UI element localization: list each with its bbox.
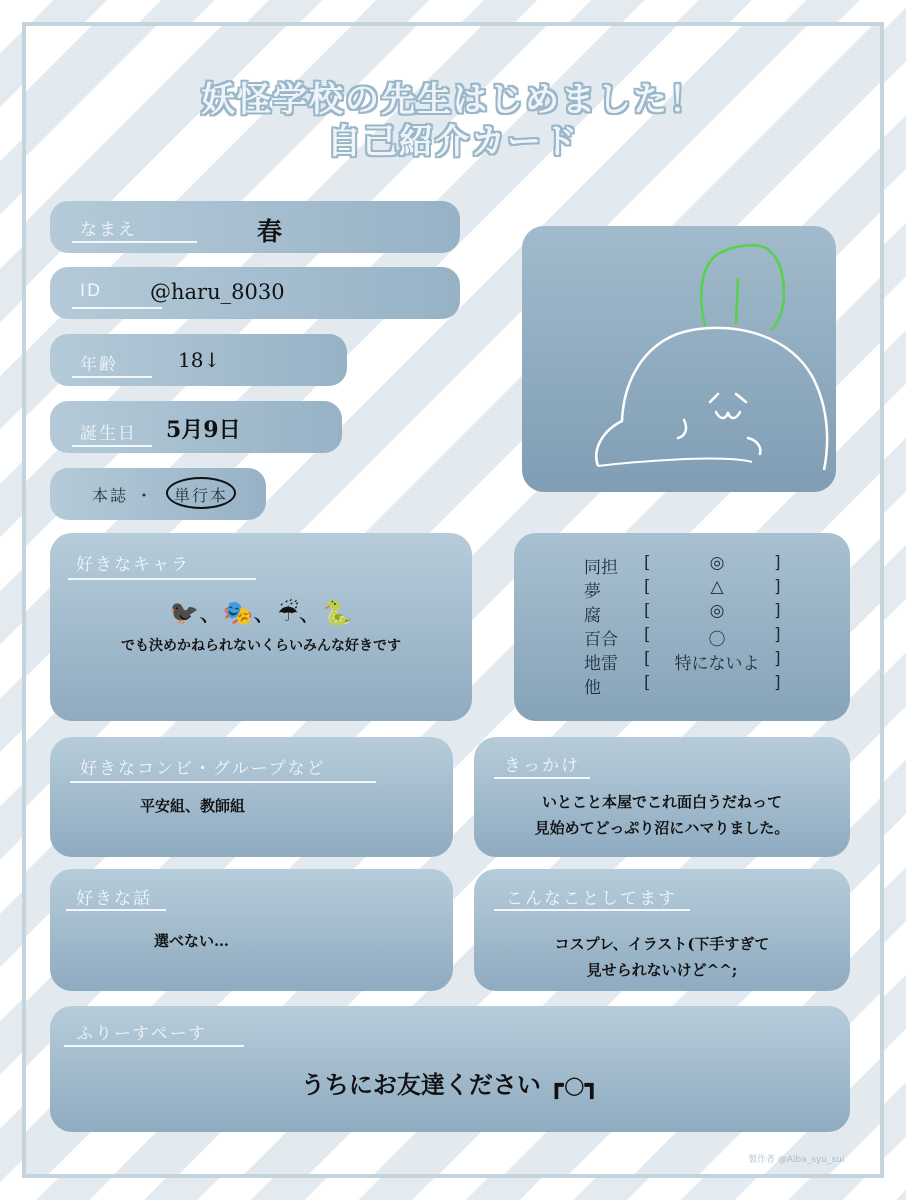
- favorite-characters-underline: [68, 578, 256, 580]
- format-selected-circle: [166, 477, 236, 509]
- combi-underline: [70, 781, 376, 783]
- name-underline: [72, 241, 197, 243]
- trigger-label: きっかけ: [504, 756, 580, 776]
- name-pill: [50, 201, 460, 253]
- picture-box: [522, 226, 836, 492]
- free-space-box: [50, 1006, 850, 1132]
- preference-value: 特にないよ: [674, 654, 760, 674]
- preference-label: 地雷: [584, 654, 618, 674]
- format-option-2: 単行本: [174, 486, 229, 505]
- age-label: 年齢: [80, 355, 118, 375]
- radish-creature-drawing: [522, 226, 836, 492]
- id-pill: [50, 267, 460, 319]
- activities-line-1: コスプレ、イラスト(下手すぎて: [554, 935, 770, 953]
- preference-row: [514, 647, 850, 674]
- activities-line-2: 見せられないけど^^;: [586, 961, 738, 979]
- preference-label: 同担: [584, 558, 618, 578]
- preference-row: [514, 575, 850, 602]
- credit: 製作者 @Aiba_syu_sui: [748, 1155, 845, 1165]
- age-underline: [72, 376, 152, 378]
- format-option-1: 本誌: [92, 486, 129, 505]
- preference-row: [514, 671, 850, 698]
- eye-left: [710, 394, 718, 402]
- preference-bracket-close: ]: [774, 577, 781, 597]
- creature-base-line: [598, 459, 752, 466]
- preference-label: 夢: [584, 582, 601, 602]
- mouth: [716, 412, 740, 418]
- preference-bracket-close: ]: [774, 553, 781, 573]
- id-underline: [72, 307, 162, 309]
- activities-underline: [494, 909, 690, 911]
- birthday-underline: [72, 445, 152, 447]
- preference-label: 腐: [584, 606, 601, 626]
- sprout-leaf-icon: [701, 245, 784, 330]
- id-value: @haru_8030: [150, 280, 285, 304]
- card-title: 妖怪学校の先生はじめました！: [201, 80, 705, 120]
- free-space-label: ふりーすぺーす: [76, 1024, 207, 1044]
- arm-right: [748, 438, 760, 454]
- preference-value: △: [710, 577, 724, 597]
- favorite-characters-box: [50, 533, 472, 721]
- combi-label: 好きなコンビ・グループなど: [80, 759, 326, 779]
- preference-bracket-open: [: [644, 577, 651, 597]
- favorite-characters-text: でも決めかねられないくらいみんな好きです: [121, 638, 401, 654]
- activities-label: こんなことしてます: [506, 889, 677, 909]
- sprout-stem: [736, 278, 738, 324]
- preference-row: [514, 551, 850, 578]
- name-label: なまえ: [80, 220, 137, 240]
- age-pill: [50, 334, 347, 386]
- card-subtitle: 自己紹介カード: [327, 122, 579, 162]
- preference-value: ◎: [709, 601, 725, 621]
- age-value: 18↓: [178, 348, 221, 372]
- preferences-list: [514, 551, 850, 698]
- preference-value: ◎: [709, 553, 725, 573]
- free-space-underline: [64, 1045, 244, 1047]
- episode-text: 選べない…: [154, 932, 230, 950]
- name-value: 春: [257, 217, 283, 246]
- preference-bracket-open: [: [644, 625, 651, 645]
- trigger-line-2: 見始めてどっぷり沼にハマりました。: [534, 819, 790, 837]
- preference-value: 〇: [708, 630, 726, 650]
- preference-bracket-open: [: [644, 553, 651, 573]
- trigger-underline: [494, 777, 590, 779]
- preference-bracket-close: ]: [774, 625, 781, 645]
- preference-label: 他: [584, 678, 601, 698]
- preference-bracket-close: ]: [774, 673, 781, 693]
- trigger-line-1: いとこと本屋でこれ面白うだねって: [541, 793, 782, 811]
- combi-text: 平安組、教師組: [140, 797, 246, 815]
- trigger-box: [474, 737, 850, 857]
- episode-underline: [66, 909, 166, 911]
- favorite-characters-emoji: 🐦‍⬛、🎭、☔、🐍: [169, 599, 353, 627]
- preference-row: [514, 599, 850, 626]
- episode-label: 好きな話: [76, 889, 152, 909]
- preference-bracket-close: ]: [774, 601, 781, 621]
- preference-row: [514, 623, 850, 650]
- format-separator: ・: [136, 486, 155, 505]
- preference-bracket-open: [: [644, 673, 651, 693]
- birthday-label: 誕生日: [80, 424, 137, 444]
- eye-right: [736, 394, 746, 402]
- arm-left: [678, 420, 686, 438]
- combi-box: [50, 737, 453, 857]
- preference-bracket-open: [: [644, 601, 651, 621]
- episode-box: [50, 869, 453, 991]
- preference-bracket-close: ]: [774, 649, 781, 669]
- activities-box: [474, 869, 850, 991]
- free-space-text: うちにお友達ください ┏○┓: [300, 1070, 600, 1099]
- preference-bracket-open: [: [644, 649, 651, 669]
- preference-label: 百合: [584, 630, 618, 650]
- birthday-pill: [50, 401, 342, 453]
- preferences-box: [514, 533, 850, 721]
- birthday-value: 5月9日: [166, 417, 241, 443]
- favorite-characters-label: 好きなキャラ: [76, 555, 190, 575]
- id-label: ID: [80, 281, 103, 301]
- format-pill: [50, 468, 266, 520]
